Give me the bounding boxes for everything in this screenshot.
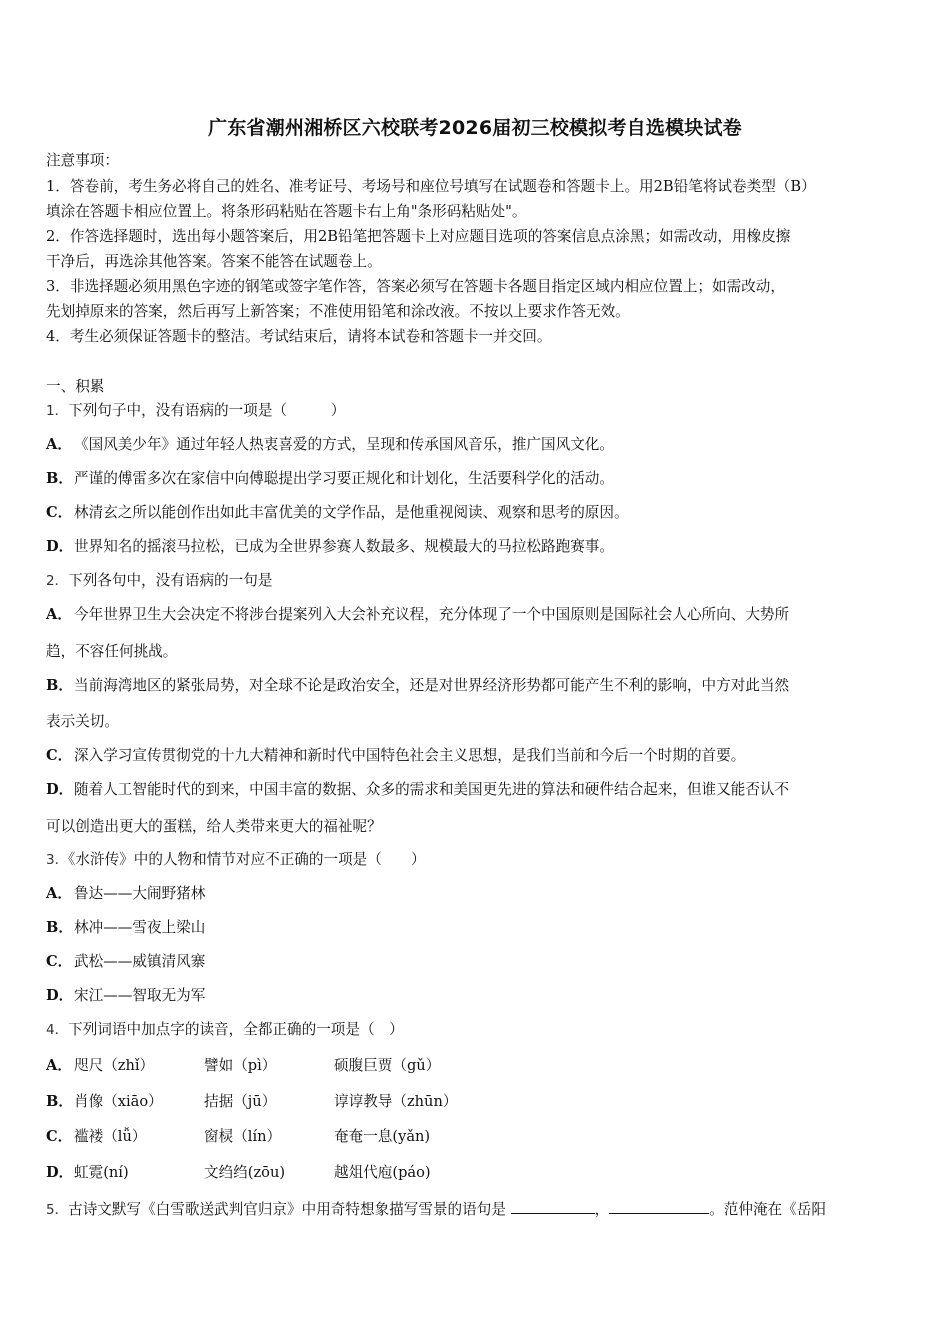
option-letter: D．	[46, 987, 74, 1004]
option-letter: C．	[46, 504, 73, 521]
option-text: 《国风美少年》通过年轻人热衷喜爱的方式，呈现和传承国风音乐，推广国风文化。	[74, 436, 614, 453]
question-2-stem	[46, 571, 906, 591]
notice-line: 先划掉原来的答案，然后再写上新答案；不准使用铅笔和涂改液。不按以上要求作答无效。	[46, 303, 630, 320]
option-letter: C．	[46, 1128, 73, 1145]
option-a-continued: 趋，不容任何挑战。	[46, 643, 178, 660]
option-letter: D．	[46, 538, 74, 555]
answer-blank[interactable]	[511, 1199, 595, 1214]
option-letter: A．	[46, 1057, 72, 1074]
option-word: 谆谆教导（zhūn）	[334, 1093, 458, 1110]
option-text: 当前海湾地区的紧张局势，对全球不论是政治安全，还是对世界经济形势都可能产生不利的影响，中方对此当然	[74, 677, 790, 694]
option-letter: A．	[46, 885, 72, 902]
option-a	[46, 1056, 906, 1076]
notice-line: 4．考生必须保证答题卡的整洁。考试结束后，请将本试卷和答题卡一并交回。	[46, 328, 552, 345]
option-c	[46, 503, 906, 523]
section-heading: 一、积累	[46, 378, 105, 395]
option-letter: C．	[46, 747, 73, 764]
option-word: 譬如（pì）	[204, 1057, 277, 1074]
question-text: 下列句子中，没有语病的一项是（ ）	[68, 402, 346, 419]
option-c	[46, 1127, 906, 1147]
question-text: 下列各句中，没有语病的一句是	[68, 572, 273, 589]
option-word: 越俎代庖(páo)	[334, 1164, 431, 1181]
question-text: 下列词语中加点字的读音，全都正确的一项是（ ）	[68, 1021, 404, 1038]
option-d	[46, 780, 906, 800]
option-text: 林冲——雪夜上梁山	[74, 919, 206, 936]
option-word: 硕腹巨贾（gǔ）	[334, 1057, 441, 1074]
option-letter: D．	[46, 1164, 74, 1181]
option-word: 奄奄一息(yǎn)	[334, 1128, 431, 1145]
question-1-stem	[46, 401, 906, 421]
question-text: 《水浒传》中的人物和情节对应不正确的一项是（ ）	[68, 851, 426, 868]
notice-heading: 注意事项：	[46, 152, 119, 169]
answer-blank[interactable]	[609, 1199, 709, 1214]
option-letter: B．	[46, 1093, 73, 1110]
option-c	[46, 952, 906, 972]
option-text: 严谨的傅雷多次在家信中向傅聪提出学习要正规化和计划化，生活要科学化的活动。	[74, 470, 614, 487]
notice-line: 2．作答选择题时，选出每小题答案后，用2B铅笔把答题卡上对应题目选项的答案信息点涂黑；如需改动，用橡皮擦	[46, 228, 791, 245]
notice-line: 干净后，再选涂其他答案。答案不能答在试题卷上。	[46, 253, 382, 270]
option-text: 今年世界卫生大会决定不将涉台提案列入大会补充议程，充分体现了一个中国原则是国际社会人心所向、大势所	[74, 606, 790, 623]
option-b	[46, 676, 906, 696]
option-word: 虹霓(ní)	[74, 1164, 129, 1181]
option-b	[46, 469, 906, 489]
question-number: 4．	[46, 1022, 69, 1038]
option-letter: B．	[46, 470, 73, 487]
option-letter: C．	[46, 953, 73, 970]
notice-line: 填涂在答题卡相应位置上。将条形码粘贴在答题卡右上角"条形码粘贴处"。	[46, 203, 527, 220]
option-d	[46, 537, 906, 557]
notice-line: 1．答卷前，考生务必将自己的姓名、准考证号、考场号和座位号填写在试题卷和答题卡上。用2B铅笔将试卷类型（B）	[46, 178, 816, 195]
option-d	[46, 1163, 906, 1183]
option-d	[46, 986, 906, 1006]
page-title: 广东省潮州湘桥区六校联考2026届初三校模拟考自选模块试卷	[208, 117, 742, 139]
option-b-continued: 表示关切。	[46, 713, 119, 730]
option-a	[46, 884, 906, 904]
blank-separator: ，	[594, 1201, 610, 1218]
question-text: 。范仲淹在《岳阳	[709, 1201, 826, 1218]
option-c	[46, 746, 906, 766]
option-word: 拮据（jū）	[204, 1093, 277, 1110]
question-4-stem	[46, 1020, 906, 1040]
option-b	[46, 918, 906, 938]
option-letter: D．	[46, 781, 74, 798]
question-5-stem	[46, 1199, 906, 1220]
option-letter: A．	[46, 606, 72, 623]
question-number: 2．	[46, 573, 69, 589]
option-d-continued: 可以创造出更大的蛋糕，给人类带来更大的福祉呢？	[46, 818, 382, 835]
question-number: 3．	[46, 852, 69, 868]
option-b	[46, 1092, 906, 1112]
option-word: 褴褛（lǚ）	[74, 1128, 147, 1145]
option-word: 窗棂（lín）	[204, 1128, 282, 1145]
notice-line: 3．非选择题必须用黑色字迹的钢笔或签字笔作答，答案必须写在答题卡各题目指定区域内相应位置上；如需改动，	[46, 278, 785, 295]
option-text: 宋江——智取无为军	[74, 987, 206, 1004]
question-text: 古诗文默写《白雪歌送武判官归京》中用奇特想象描写雪景的语句是	[68, 1201, 506, 1218]
option-text: 随着人工智能时代的到来，中国丰富的数据、众多的需求和美国更先进的算法和硬件结合起来，但谁又能否认不	[74, 781, 790, 798]
option-word: 咫尺（zhǐ）	[74, 1057, 155, 1074]
question-number: 1．	[46, 403, 69, 419]
option-letter: B．	[46, 919, 73, 936]
option-text: 武松——威镇清风寨	[74, 953, 206, 970]
option-word: 肖像（xiāo）	[74, 1093, 163, 1110]
option-text: 林清玄之所以能创作出如此丰富优美的文学作品，是他重视阅读、观察和思考的原因。	[74, 504, 629, 521]
option-text: 深入学习宣传贯彻党的十九大精神和新时代中国特色社会主义思想，是我们当前和今后一个时期的首要。	[74, 747, 746, 764]
option-letter: A．	[46, 436, 72, 453]
option-a	[46, 435, 906, 455]
option-text: 世界知名的摇滚马拉松，已成为全世界参赛人数最多、规模最大的马拉松路跑赛事。	[74, 538, 614, 555]
option-word: 文绉绉(zōu)	[204, 1164, 286, 1181]
option-a	[46, 605, 906, 625]
option-text: 鲁达——大闹野猪林	[74, 885, 206, 902]
question-3-stem	[46, 850, 906, 870]
option-letter: B．	[46, 677, 73, 694]
question-number: 5．	[46, 1202, 69, 1218]
